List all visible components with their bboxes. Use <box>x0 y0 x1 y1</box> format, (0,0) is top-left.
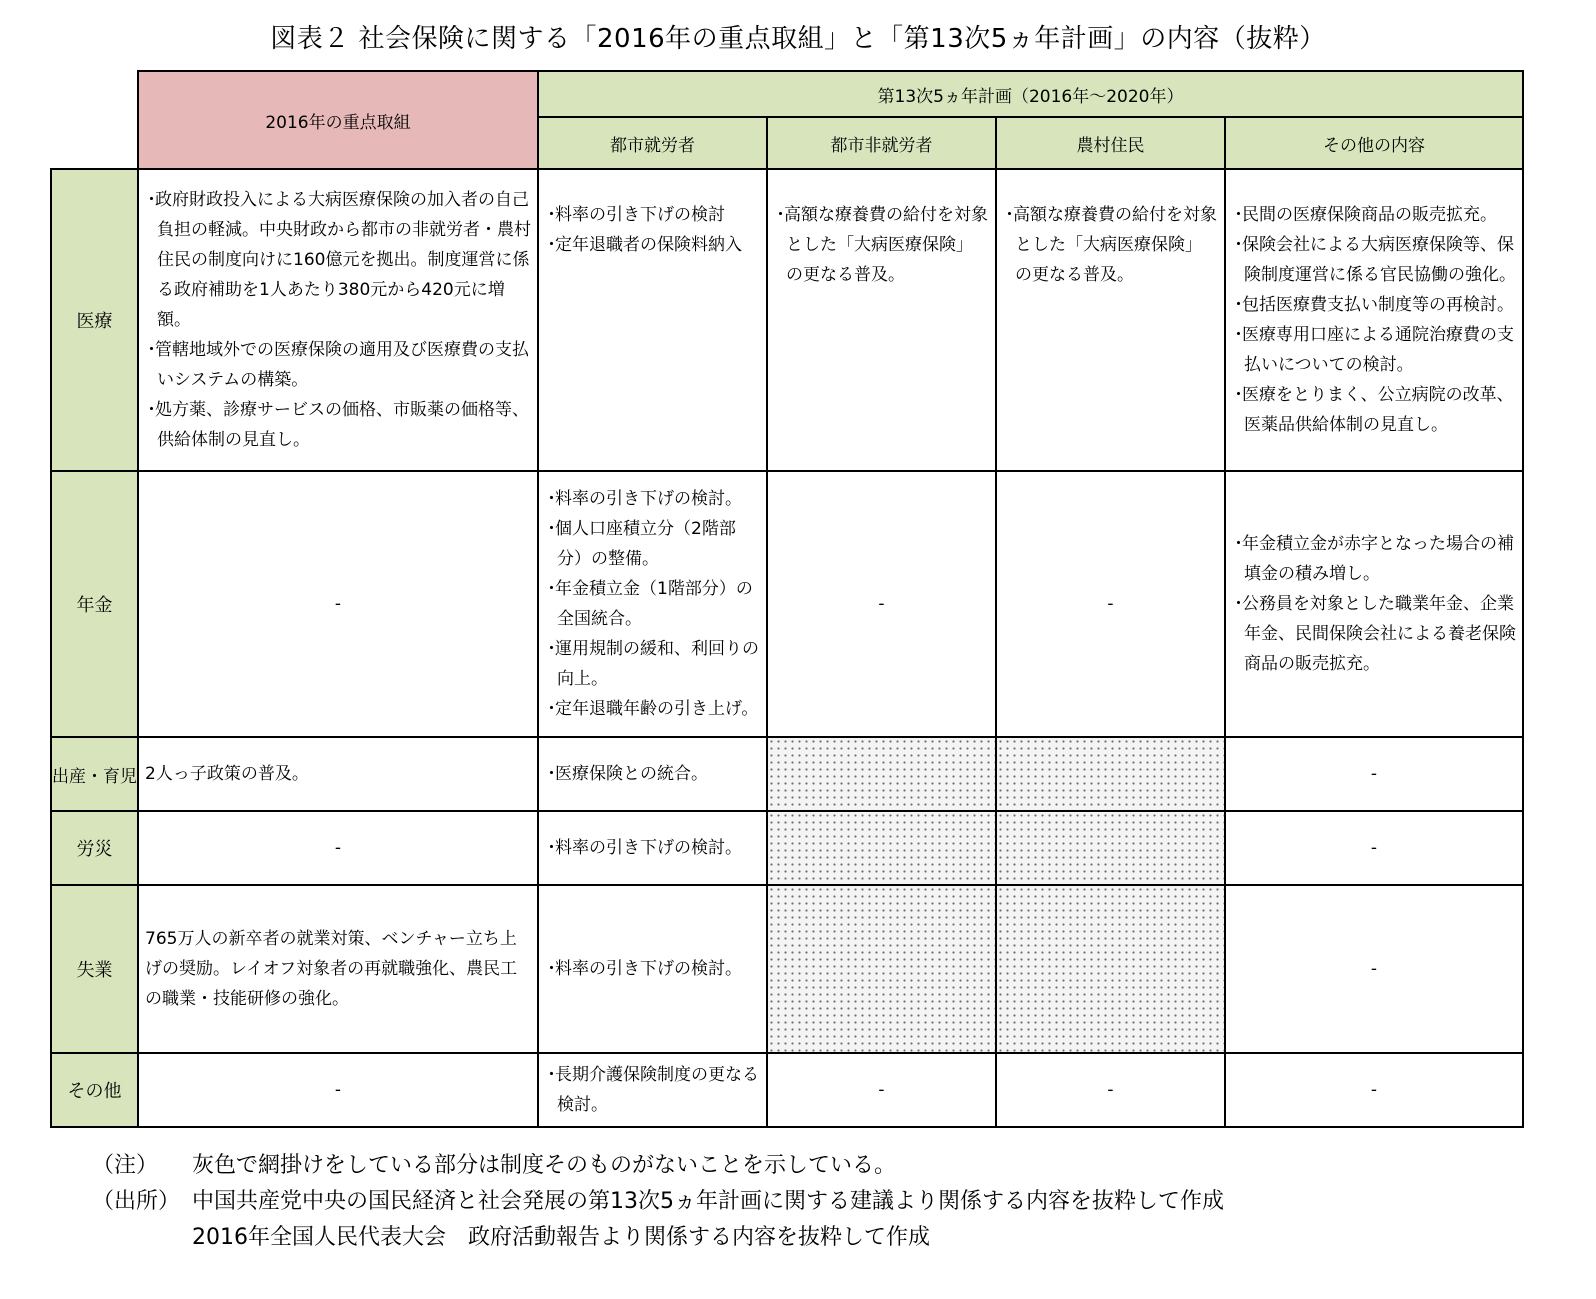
cell-pension-rural: - <box>996 471 1225 737</box>
cell-others-urban-nonworkers: - <box>767 1053 996 1127</box>
list-item: ・ 定年退職年齢の引き上げ。 <box>545 694 760 724</box>
cell-work-injury-urban-workers <box>538 811 767 885</box>
row-label-medical: 医療 <box>51 169 138 471</box>
cell-childbirth-urban-workers <box>538 737 767 811</box>
footnotes <box>92 1148 1224 1256</box>
cell-medical-rural <box>996 169 1225 471</box>
row-label-work-injury: 労災 <box>51 811 138 885</box>
row-label-pension: 年金 <box>51 471 138 737</box>
cell-medical-other <box>1225 169 1523 471</box>
header-2016-focus: 2016年の重点取組 <box>138 71 538 169</box>
cell-childbirth-other: - <box>1225 737 1523 811</box>
note-label: （注） <box>92 1153 159 1178</box>
cell-medical-2016 <box>138 169 538 471</box>
table-row-work-injury <box>51 811 1523 885</box>
list-item: ・ 公務員を対象とした職業年金、企業年金、民間保険会社による養老保険商品の販売拡充。 <box>1232 589 1516 679</box>
table-row-medical <box>51 169 1523 471</box>
table-corner <box>51 71 138 169</box>
list-item: ・ 医療専用口座による通院治療費の支払いについての検討。 <box>1232 320 1516 380</box>
header-urban-nonworkers: 都市非就労者 <box>767 117 996 169</box>
comparison-table <box>50 70 1524 1128</box>
cell-others-2016: - <box>138 1053 538 1127</box>
table-row-unemployment <box>51 885 1523 1053</box>
cell-pension-2016: - <box>138 471 538 737</box>
header-other-content: その他の内容 <box>1225 117 1523 169</box>
cell-others-urban-workers <box>538 1053 767 1127</box>
source-label: （出所） <box>92 1189 181 1214</box>
list-item: ・ 保険会社による大病医療保険等、保険制度運営に係る官民協働の強化。 <box>1232 230 1516 290</box>
source-line <box>92 1184 1224 1220</box>
cell-childbirth-2016: 2人っ子政策の普及。 <box>138 737 538 811</box>
list-item: ・ 料率の引き下げの検討。 <box>545 484 760 514</box>
shaded-cell-no-system <box>996 737 1225 811</box>
cell-unemployment-urban-workers <box>538 885 767 1053</box>
list-item: ・ 民間の医療保険商品の販売拡充。 <box>1232 200 1516 230</box>
list-item: ・ 料率の引き下げの検討 <box>545 200 760 230</box>
cell-pension-other <box>1225 471 1523 737</box>
list-item: ・ 高額な療養費の給付を対象とした「大病医療保険」の更なる普及。 <box>1003 200 1218 290</box>
cell-others-rural: - <box>996 1053 1225 1127</box>
source-line-2 <box>92 1220 1224 1256</box>
cell-pension-urban-workers <box>538 471 767 737</box>
shaded-cell-no-system <box>996 811 1225 885</box>
list-item: ・ 長期介護保険制度の更なる検討。 <box>545 1060 760 1120</box>
list-item: ・ 医療保険との統合。 <box>545 759 760 789</box>
note-text: 灰色で網掛けをしている部分は制度そのものがないことを示している。 <box>192 1153 897 1178</box>
shaded-cell-no-system <box>767 737 996 811</box>
header-urban-workers: 都市就労者 <box>538 117 767 169</box>
list-item: ・ 管轄地域外での医療保険の適用及び医療費の支払いシステムの構築。 <box>145 335 531 395</box>
table-row-childbirth <box>51 737 1523 811</box>
shaded-cell-no-system <box>767 885 996 1053</box>
cell-medical-urban-workers <box>538 169 767 471</box>
source-text-1: 中国共産党中央の国民経済と社会発展の第13次5ヵ年計画に関する建議より関係する内容を抜粋して作成 <box>192 1189 1224 1214</box>
cell-work-injury-2016: - <box>138 811 538 885</box>
list-item: ・ 年金積立金が赤字となった場合の補填金の積み増し。 <box>1232 529 1516 589</box>
row-label-childbirth: 出産・育児 <box>51 737 138 811</box>
list-item: ・ 政府財政投入による大病医療保険の加入者の自己負担の軽減。中央財政から都市の非就労者・農村住民の制度向けに160億元を拠出。制度運営に係る政府補助を1人あたり380元から420元に増額。 <box>145 185 531 335</box>
list-item: ・ 運用規制の緩和、利回りの向上。 <box>545 634 760 694</box>
list-item: ・ 定年退職者の保険料納入 <box>545 230 760 260</box>
cell-pension-urban-nonworkers: - <box>767 471 996 737</box>
shaded-cell-no-system <box>996 885 1225 1053</box>
note-line <box>92 1148 1224 1184</box>
header-plan-group: 第13次5ヵ年計画（2016年～2020年） <box>538 71 1523 117</box>
row-label-unemployment: 失業 <box>51 885 138 1053</box>
cell-medical-urban-nonworkers <box>767 169 996 471</box>
list-item: ・ 処方薬、診療サービスの価格、市販薬の価格等、供給体制の見直し。 <box>145 395 531 455</box>
list-item: ・ 包括医療費支払い制度等の再検討。 <box>1232 290 1516 320</box>
header-rural-residents: 農村住民 <box>996 117 1225 169</box>
cell-unemployment-other: - <box>1225 885 1523 1053</box>
cell-unemployment-2016: 765万人の新卒者の就業対策、ベンチャー立ち上げの奨励。レイオフ対象者の再就職強化、農民工の職業・技能研修の強化。 <box>138 885 538 1053</box>
list-item: ・ 料率の引き下げの検討。 <box>545 954 760 984</box>
list-item: ・ 年金積立金（1階部分）の全国統合。 <box>545 574 760 634</box>
cell-others-other: - <box>1225 1053 1523 1127</box>
list-item: ・ 高額な療養費の給付を対象とした「大病医療保険」の更なる普及。 <box>774 200 989 290</box>
shaded-cell-no-system <box>767 811 996 885</box>
page-title: 図表２ 社会保険に関する「2016年の重点取組」と「第13次5ヵ年計画」の内容（抜粋） <box>270 24 1326 54</box>
cell-work-injury-other: - <box>1225 811 1523 885</box>
list-item: ・ 医療をとりまく、公立病院の改革、医薬品供給体制の見直し。 <box>1232 380 1516 440</box>
list-item: ・ 料率の引き下げの検討。 <box>545 833 760 863</box>
table-row-others <box>51 1053 1523 1127</box>
table-row-pension <box>51 471 1523 737</box>
row-label-others: その他 <box>51 1053 138 1127</box>
source-text-2: 2016年全国人民代表大会 政府活動報告より関係する内容を抜粋して作成 <box>192 1225 930 1250</box>
list-item: ・ 個人口座積立分（2階部分）の整備。 <box>545 514 760 574</box>
